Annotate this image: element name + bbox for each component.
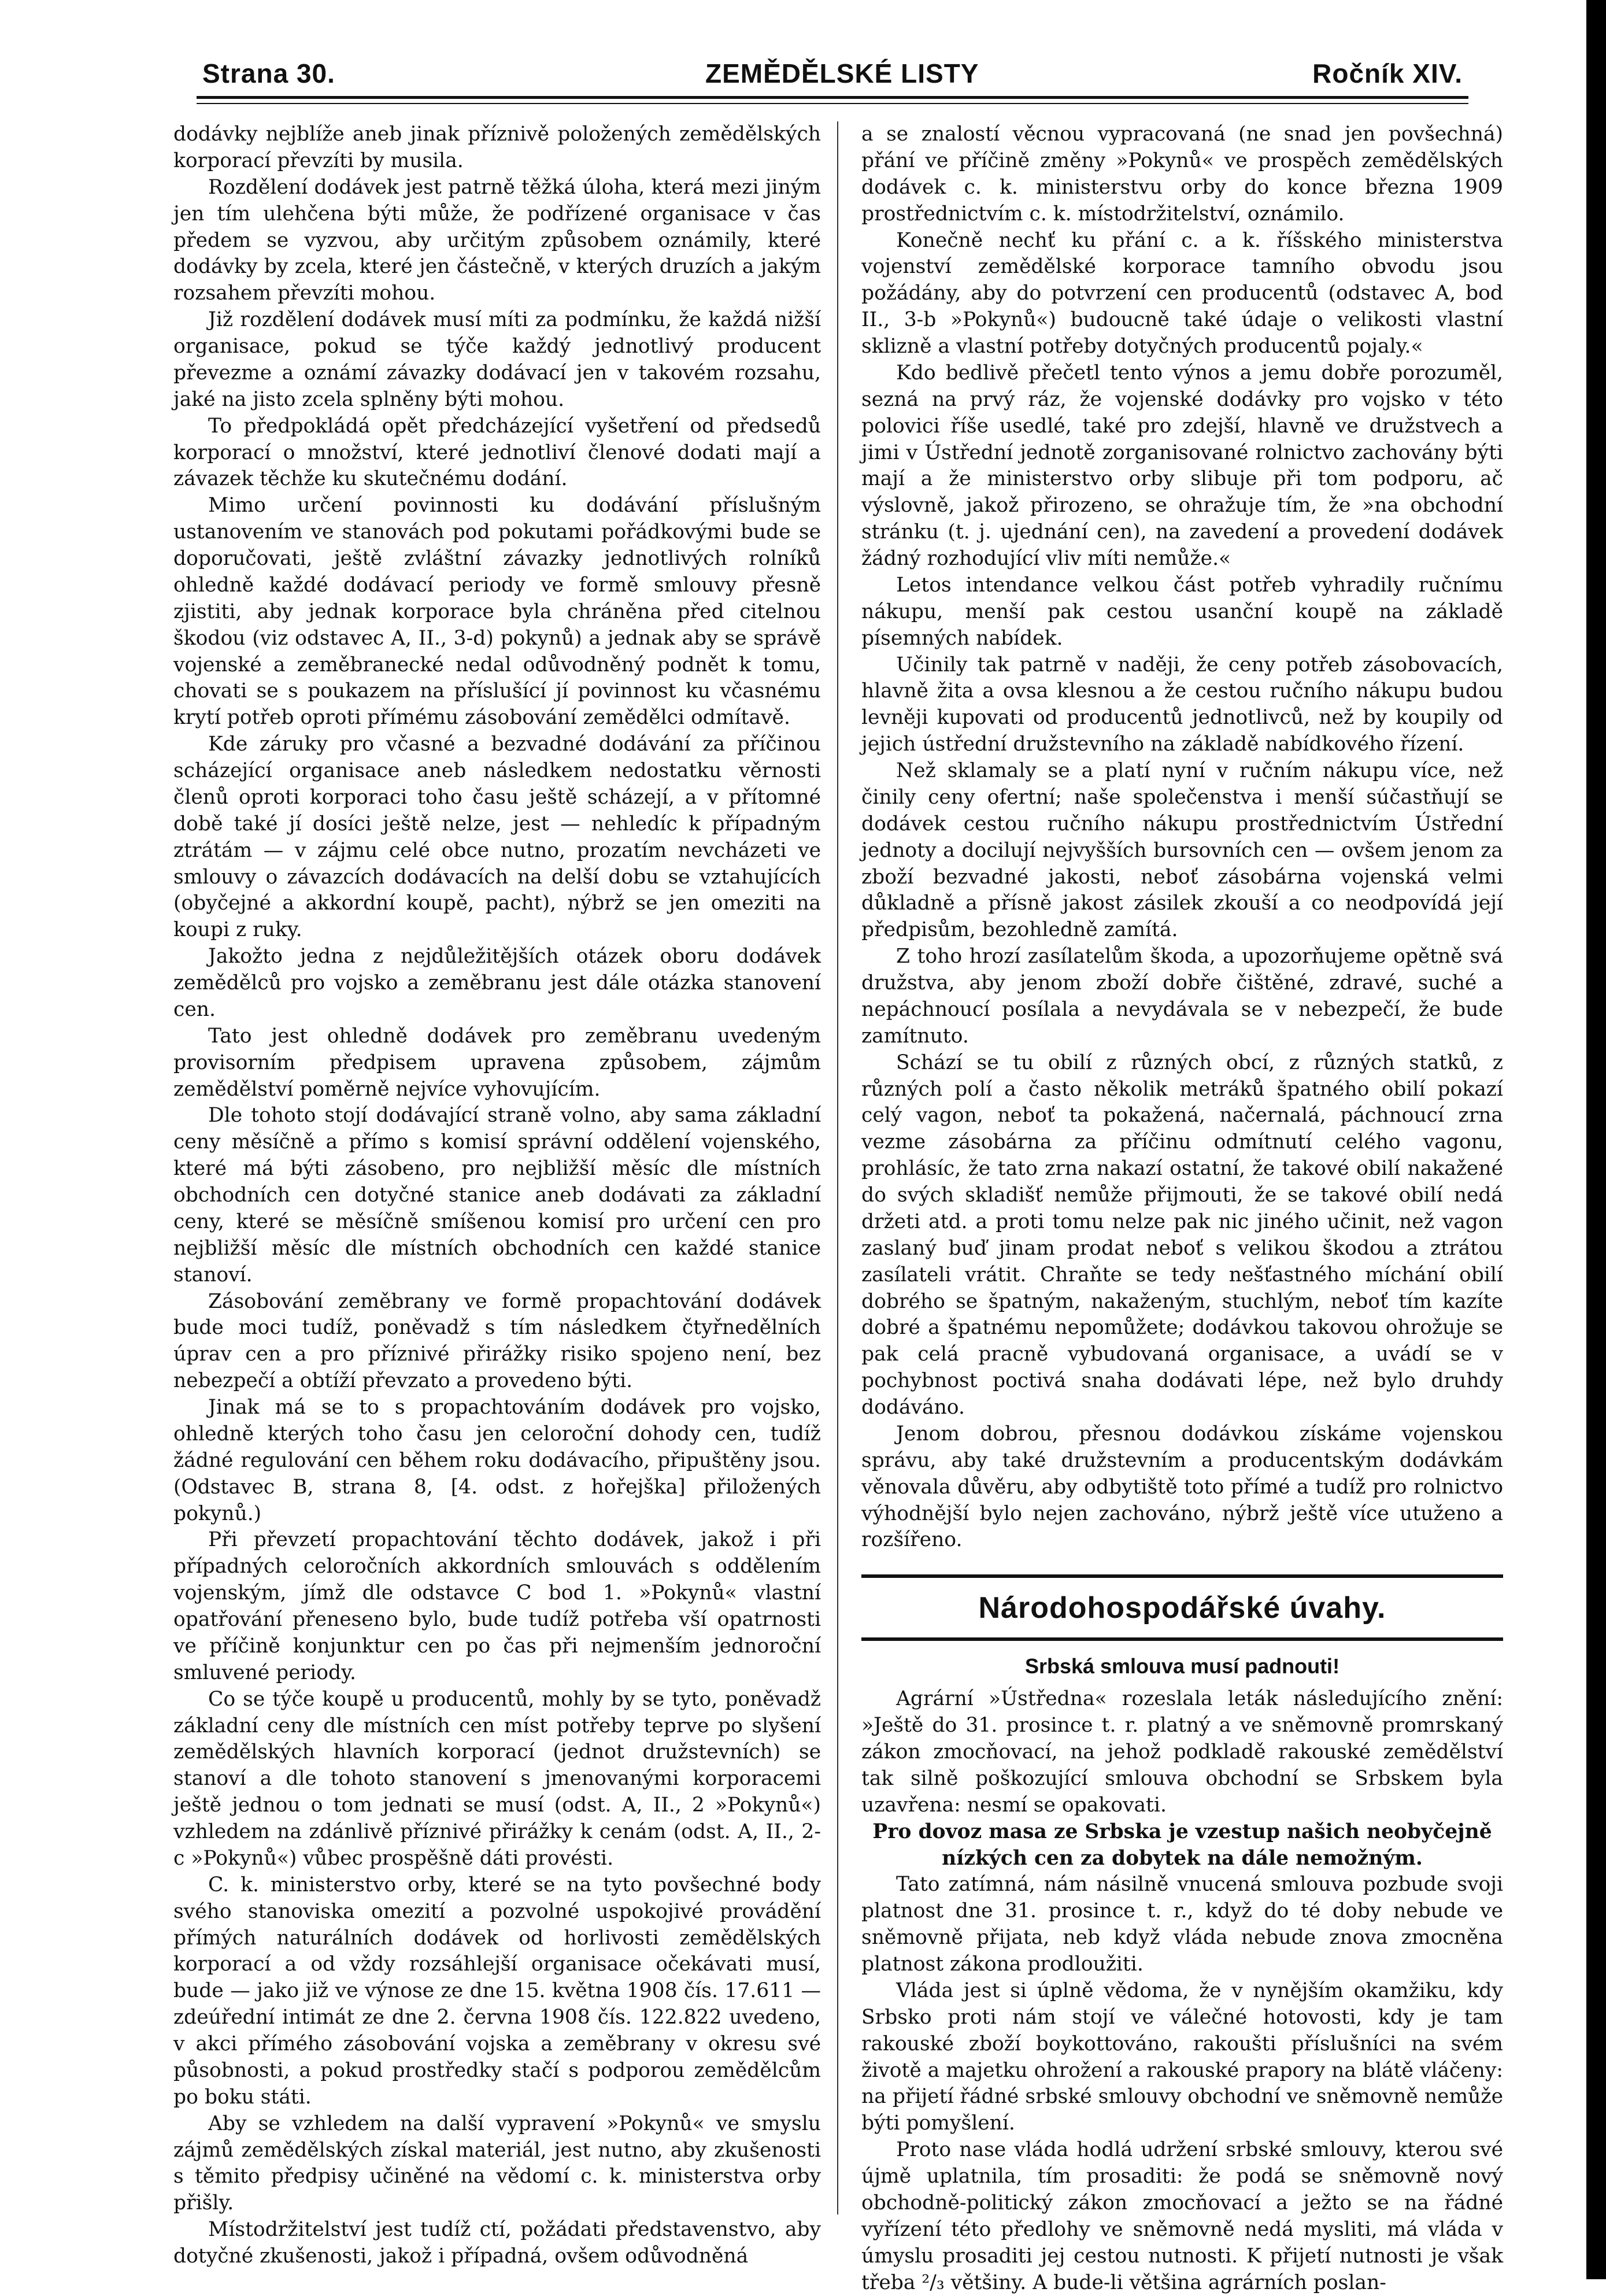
volume-label: Ročník XIV.	[1312, 58, 1463, 88]
paragraph: Agrární »Ústředna« rozeslala leták následujícího znění: »Ještě do 31. prosince t. r. platný a ve sněmovně promrskaný zákon zmocňovací, na jehož podkladě rakouské zemědělství tak silně poškozující smlouva obchodní se Srbskem byla uzavřena: nesmí se opakovati.	[861, 1687, 1503, 1817]
page-number: Strana 30.	[202, 58, 335, 88]
paragraph: dodávky nejblíže aneb jinak příznivě položených zemědělských korporací převzíti by musila.	[173, 123, 821, 172]
page-header	[197, 58, 1468, 93]
section-title: Národohospodářské úvahy.	[978, 1591, 1386, 1625]
paragraph: Aby se vzhledem na další vypravení »Pokynů« ve smyslu zájmů zemědělských získal materiál, jest nutno, aby zkušenosti s těmito předpisy učiněné na vědomí c. k. ministerstva orby přišly.	[173, 2112, 821, 2215]
paragraph: Vláda jest si úplně vědoma, že v nynějším okamžiku, kdy Srbsko proti nám stojí ve válečné hotovosti, kdy je tam rakouské zboží boykottováno, rakoušti příslušníci na svém životě a majetku ohrožení a rakouské prapory na blátě vláčeny: na přijetí řádné srbské smlouvy obchodní ve sněmovně nemůže býti pomyšlení.	[861, 1979, 1503, 2135]
paragraph: Již rozdělení dodávek musí míti za podmínku, že každá nižší organisace, pokud se týče každý jednotlivý producent převezme a oznámí závazky dodávací jen v takovém rozsahu, jaké na jisto zcela splněny býti mohou.	[173, 308, 821, 411]
paragraph: Rozdělení dodávek jest patrně těžká úloha, která mezi jiným jen tím ulehčena býti může, že podřízené organisace v čas předem se vyzvou, aby určitým způsobem oznámily, které dodávky by zcela, které jen částečně, v kterých druzích a jakým rozsahem převzíti mohou.	[173, 175, 821, 305]
paragraph: Než sklamaly se a platí nyní v ručním nákupu více, než činily ceny ofertní; naše společenstva i menší súčastňují se dodávek cestou ručního nákupu prostřednictvím Ústřední jednoty a docilují nejvyšších bursovních cen — ovšem jenom za zboží bezvadné jakosti, neboť zásobárna vojenská velmi důkladně a přísně jakost zásilek zkouší a co neodpovídá její předpisům, bezohledně zamítá.	[861, 759, 1503, 942]
paragraph: Tato jest ohledně dodávek pro zeměbranu uvedeným provisorním předpisem upravena způsobem, zájmům zemědělství poměrně nejvíce vyhovujícím.	[173, 1024, 821, 1101]
paragraph: a se znalostí věcnou vypracovaná (ne snad jen povšechná) přání ve příčině změny »Pokynů« ve prospěch zemědělských dodávek c. k. ministerstvu orby do konce března 1909 prostřednictvím c. k. místodržitelství, oznámilo.	[861, 123, 1503, 225]
paragraph: Schází se tu obilí z různých obcí, z různých statků, z různých polí a často několik metráků špatného obilí pokazí celý vagon, neboť ta pokažená, načernalá, páchnoucí zrna vezme zásobárna za příčinu odmítnutí celého vagonu, prohlásíc, že tato zrna nakazí ostatní, že takové obilí nakažené do svých skladišť nemůže přijmouti, že se takové obilí nedá držeti atd. a proti tomu nelze pak nic jiného učinit, než vagon zaslaný buď jinam prodat neboť s velikou škodou a ztrátou zasílateli vrátit. Chraňte se tedy nešťastného míchání obilí dobrého se špatným, nakaženým, stuchlým, neboť tím kazíte dobré a špatnému nepomůžete; dodávkou takovou ohrožuje se pak celá pracně vybudovaná organisace, a uvádí se v pochybnost poctivá snaha dodávati lépe, než bylo druhdy dodáváno.	[861, 1051, 1503, 1419]
paragraph: Tato zatímná, nám násilně vnucená smlouva pozbude svoji platnost dne 31. prosince t. r., když do té doby nebude ve sněmovně přijata, neb když vláda nebude znova zmocněna platnost zákona prodloužiti.	[861, 1873, 1503, 1976]
section-header-box	[861, 1574, 1503, 1641]
paragraph: Mimo určení povinnosti ku dodávání příslušným ustanovením ve stanovách pod pokutami pořádkovými bude se doporučovati, ještě zvláštní závazky jednotlivých rolníků ohledně každé dodávací periody ve formě smlouvy přesně zjistiti, aby jednak korporace byla chráněna před citelnou škodou (viz odstavec A, II., 3-d) pokynů) a jednak aby se správě vojenské a zeměbranecké nedal odůvodněný podnět k tomu, chovati se s poukazem na příslušící jí povinnost ku včasnému krytí potřeb oproti přímému zásobování zemědělci odmítavě.	[173, 494, 821, 730]
header-rule-thin	[197, 103, 1468, 104]
paragraph: C. k. ministerstvo orby, které se na tyto povšechné body svého stanoviska omezití a pozvolné uspokojivé provádění přímých naturálních dodávek od horlivosti zemědělských korporací a od vždy rozsáhlejší organisace očekávati musí, bude — jako již ve výnose ze dne 15. května 1908 čís. 17.611 — zdeúřední intimát ze dne 2. června 1908 čís. 122.822 uvedeno, v akci přímého zásobování vojska a zeměbrany v okresu své působnosti, a pokud prostředky stačí s podporou zemědělcům po boku státi.	[173, 1873, 821, 2109]
bold-statement: Pro dovoz masa ze Srbska je vzestup našich neobyčejně nízkých cen za dobytek na dále nemožným.	[872, 1820, 1492, 1870]
paragraph: Konečně nechť ku přání c. a k. říšského ministerstva vojenství zemědělské korporace tamního obvodu jsou požádány, aby do potvrzení cen producentů (odstavec A, bod II., 3-b »Pokynů«) budoucně také údaje o velikosti vlastní sklizně a vlastní potřeby dotyčných producentů pojaly.«	[861, 228, 1503, 358]
paragraph: Jenom dobrou, přesnou dodávkou získáme vojenskou správu, aby také družstevním a producentským dodávkám věnovala důvěru, aby odbytiště toto přímé a tudíž pro rolnictvo výhodnější bylo nejen zachováno, nýbrž ještě více utuženo a rozšířeno.	[861, 1422, 1503, 1552]
paragraph: Co se týče koupě u producentů, mohly by se tyto, poněvadž základní ceny dle místních cen míst potřeby teprve po slyšení zemědělských hlavních korporací (jednot družstevních) se stanoví a dle tohoto stanovení s jmenovanými korporacemi ještě jednou o tom jednati se musí (odst. A, II., 2 »Pokynů«) vzhledem na zdánlivě příznivé přirážky k cenám (odst. A, II., 2-c »Pokynů«) vůbec prospěšně dáti provésti.	[173, 1687, 821, 1870]
paragraph: Kde záruky pro včasné a bezvadné dodávání za příčinou scházející organisace aneb následkem nedostatku věrnosti členů oproti korporaci toho času ještě scházejí, a v přítomné době také jí dosíci ještě nelze, jest — nehledíc k případným ztrátám — v zájmu celé obce nutno, prozatím nevcházeti ve smlouvy o závazcích dodávacích na delší dobu se vztahujících (obyčejné a akkordní koupě, pacht), nýbrž se jen omeziti na koupi z ruky.	[173, 733, 821, 942]
left-column	[173, 121, 821, 2268]
paragraph: Při převzetí propachtování těchto dodávek, jakož i při případných celoročních akkordních smlouvách s oddělením vojenským, jímž dle odstavce C bod 1. »Pokynů« vlastní opatřování přeneseno bylo, bude tudíž potřeba vší opatrnosti ve příčině konjunktur cen po čas při nejmenším jednoroční smluvené periody.	[173, 1528, 821, 1684]
paragraph: Kdo bedlivě přečetl tento výnos a jemu dobře porozuměl, sezná na prvý ráz, že vojenské dodávky pro vojsko v této polovici říše usedlé, také pro zdejší, hlavně ve družstvech a jimi v Ústřední jednotě zorganisované rolnictvo zachovány býti mají a že ministerstvo orby slibuje při tom podporu, ač výslovně, jakož přirozeno, se ohražuje tím, že »na obchodní stránku (t. j. ujednání cen), na zavedení a provedení dodávek žádný rozhodující vliv míti nemůže.«	[861, 361, 1503, 570]
paragraph: Zásobování zeměbrany ve formě propachtování dodávek bude moci tudíž, poněvadž s tím následkem čtyřnedělních úprav cen a pro příznivé přirážky risiko spojeno není, bez nebezpečí a obtíží převzato a provedeno býti.	[173, 1289, 821, 1393]
journal-title: ZEMĚDĚLSKÉ LISTY	[705, 58, 979, 88]
article-title: Srbská smlouva musí padnouti!	[1024, 1654, 1340, 1678]
header-rule	[197, 96, 1468, 99]
right-column	[861, 121, 1503, 2294]
column-divider	[837, 121, 838, 2214]
paragraph: Jakožto jedna z nejdůležitějších otázek oboru dodávek zemědělců pro vojsko a zeměbranu jest dále otázka stanovení cen.	[173, 945, 821, 1021]
paragraph: Jinak má se to s propachtováním dodávek pro vojsko, ohledně kterých toho času jen celoroční dohody cen, tudíž žádné regulování cen během roku dodávacího, připuštěny jsou. (Odstavec B, strana 8, [4. odst. z hořejška] přiložených pokynů.)	[173, 1396, 821, 1525]
paragraph: Místodržitelství jest tudíž ctí, požádati představenstvo, aby dotyčné zkušenosti, jakož i případná, ovšem odůvodněná	[173, 2218, 821, 2268]
paragraph: Letos intendance velkou část potřeb vyhradily ručnímu nákupu, menší pak cestou usanční koupě na základě písemných nabídek.	[861, 573, 1503, 650]
scan-edge	[1586, 0, 1606, 2279]
paragraph: Proto nase vláda hodlá udržení srbské smlouvy, kterou své újmě uplatnila, tím prosaditi: že podá se sněmovně nový obchodně-politický zákon zmocňovací a ježto se na řádné vyřízení této předlohy ve sněmovně nedá mysliti, má vláda v úmyslu prosaditi jej cestou nutnosti. K přijetí nutnosti je však třeba ²/₃ většiny. A bude-li většina agrárních poslan-	[861, 2138, 1503, 2294]
paragraph: Učinily tak patrně v naději, že ceny potřeb zásobovacích, hlavně žita a ovsa klesnou a že cestou ručního nákupu budou levněji kupovati od producentů jednotlivců, než by koupily od jejich ústřední družstevního na základě nabídkového řízení.	[861, 653, 1503, 756]
paragraph: Z toho hrozí zasílatelům škoda, a upozorňujeme opětně svá družstva, aby jenom zboží dobře čištěné, zdravé, suché a nepáchnoucí posílala a nevydávala se v nebezpečí, že bude zamítnuto.	[861, 945, 1503, 1048]
paragraph: To předpokládá opět předcházející vyšetření od předsedů korporací o množství, které jednotliví členové dodati mají a závazek těchže ku skutečnému dodání.	[173, 414, 821, 491]
paragraph: Dle tohoto stojí dodávající straně volno, aby sama základní ceny měsíčně a přímo s komisí správní oddělení vojenského, které má býti zásobeno, pro nejbližší měsíc dle místních obchodních cen dotyčné stanice aneb dodávati za základní ceny, které se měsíčně smíšenou komisí pro určení cen pro nejbližší měsíc dle místních obchodních cen každé stanice stanoví.	[173, 1104, 821, 1286]
